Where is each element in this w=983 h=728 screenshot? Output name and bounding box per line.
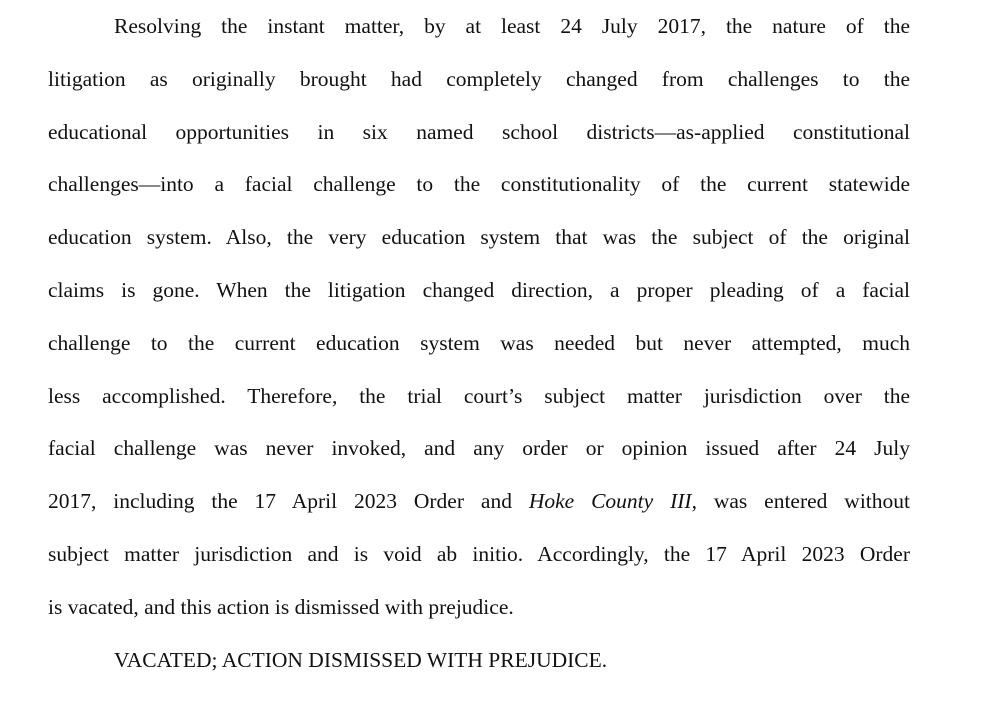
paragraph-line-8: less accomplished. Therefore, the trial court’s subject matter jurisdiction over the [48,383,910,408]
opinion-text [48,10,910,696]
case-name-citation: Hoke County III [528,489,692,514]
paragraph-line-4: challenges—into a facial challenge to the constitutionality of the current statewide [48,172,910,197]
paragraph-line-2: litigation as originally brought had completely changed from challenges to the [48,66,910,91]
paragraph-line-7: challenge to the current education system was needed but never attempted, much [48,330,910,355]
paragraph-line-12: is vacated, and this action is dismissed with prejudice. [48,594,514,619]
paragraph-line-9: facial challenge was never invoked, and any order or opinion issued after 24 July [48,436,910,461]
paragraph-line-5: education system. Also, the very education system that was the subject of the original [48,225,910,250]
line-10-after: , was entered without [691,489,911,514]
paragraph-line-3: educational opportunities in six named school districts—as-applied constitutional [48,119,910,144]
paragraph-line-6: claims is gone. When the litigation changed direction, a proper pleading of a facial [48,277,910,302]
paragraph-line-1: Resolving the instant matter, by at least 24 July 2017, the nature of the [114,14,910,38]
paragraph-line-10 [48,485,910,538]
line-10-before: 2017, including the 17 April 2023 Order and [48,489,529,514]
disposition: VACATED; ACTION DISMISSED WITH PREJUDICE. [114,647,608,672]
paragraph-line-11: subject matter jurisdiction and is void ab initio. Accordingly, the 17 April 2023 Order [48,541,910,566]
